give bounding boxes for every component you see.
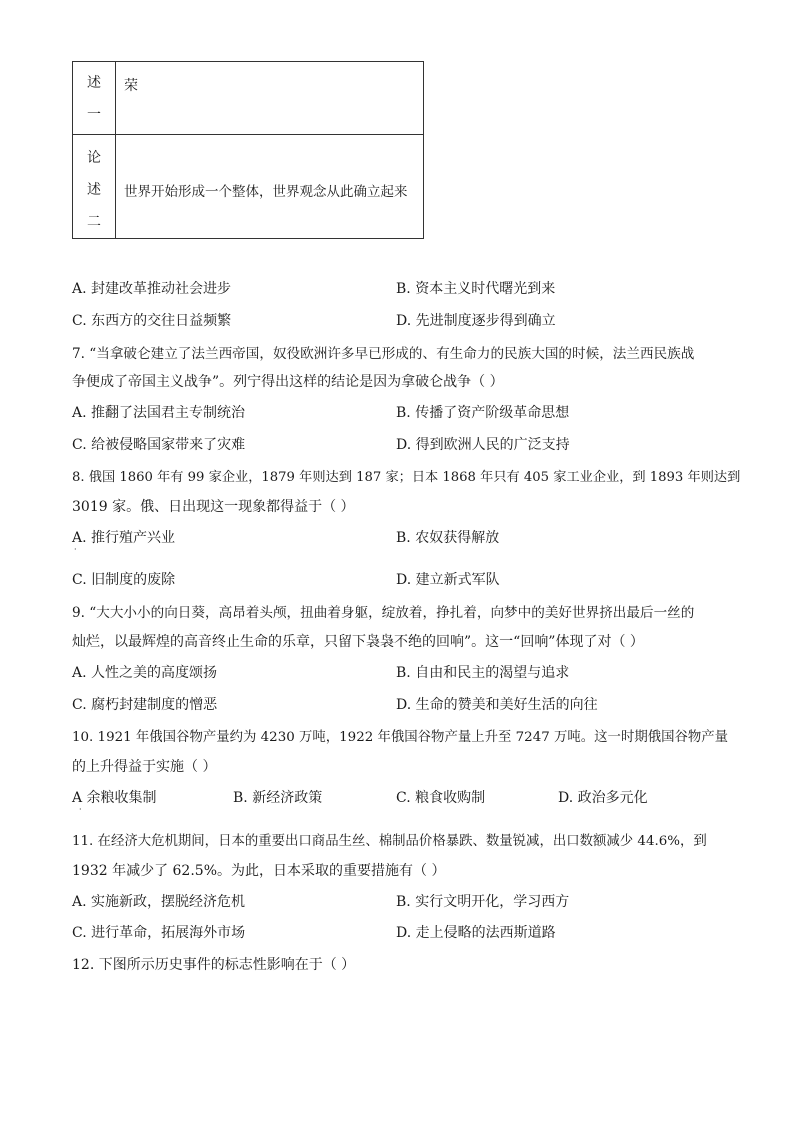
bullet-dot: · xyxy=(79,805,82,814)
row-label-char: 述 xyxy=(87,182,101,198)
q9-option-c[interactable]: C. 腐朽封建制度的憎恶 xyxy=(72,697,218,713)
q7-option-d[interactable]: D. 得到欧洲人民的广泛支持 xyxy=(396,437,570,453)
row-content: 世界开始形成一个整体，世界观念从此确立起来 xyxy=(124,184,408,200)
q12-stem-line1: 12. 下图所示历史事件的标志性影响在于（ ） xyxy=(72,957,356,973)
q9-option-b[interactable]: B. 自由和民主的渴望与追求 xyxy=(396,665,570,681)
q9-stem-line2: 灿烂，以最辉煌的高音终止生命的乐章，只留下袅袅不绝的回响”。这一“回响”体现了对（ ） xyxy=(72,634,644,650)
q11-option-c[interactable]: C. 进行革命，拓展海外市场 xyxy=(72,925,246,941)
q8-option-c[interactable]: C. 旧制度的废除 xyxy=(72,572,176,588)
q9-option-a[interactable]: A. 人性之美的高度颂扬 xyxy=(72,665,218,681)
q8-stem-line1: 8. 俄国 1860 年有 99 家企业，1879 年则达到 187 家；日本 1868 年只有 405 家工业企业，到 1893 年则达到 xyxy=(72,470,741,485)
q10-stem-line2: 的上升得益于实施（ ） xyxy=(72,759,217,775)
q7-option-c[interactable]: C. 给被侵略国家带来了灾难 xyxy=(72,437,246,453)
q7-stem-line2: 争便成了帝国主义战争”。列宁得出这样的结论是因为拿破仑战争（ ） xyxy=(72,374,504,390)
q9-option-d[interactable]: D. 生命的赞美和美好生活的向往 xyxy=(396,697,598,713)
q6-option-c[interactable]: C. 东西方的交往日益频繁 xyxy=(72,313,232,329)
q11-stem-line1: 11. 在经济大危机期间，日本的重要出口商品生丝、棉制品价格暴跌、数量锐减，出口数额减少 44.6%，到 xyxy=(72,834,707,849)
q8-stem-line2: 3019 家。俄、日出现这一现象都得益于（ ） xyxy=(72,499,355,515)
q8-option-b[interactable]: B. 农奴获得解放 xyxy=(396,530,500,546)
q11-option-a[interactable]: A. 实施新政，摆脱经济危机 xyxy=(72,894,246,910)
comparison-table xyxy=(72,61,424,239)
row-label-char: 述 xyxy=(87,75,101,91)
q6-option-d[interactable]: D. 先进制度逐步得到确立 xyxy=(396,313,556,329)
q10-option-c[interactable]: C. 粮食收购制 xyxy=(396,790,486,806)
q6-option-a[interactable]: A. 封建改革推动社会进步 xyxy=(72,281,232,297)
row-label-char: 二 xyxy=(87,214,101,230)
q8-option-a[interactable]: A. 推行殖产兴业 xyxy=(72,530,176,546)
q8-option-d[interactable]: D. 建立新式军队 xyxy=(396,572,500,588)
row-content: 荣 xyxy=(124,78,138,94)
bullet-dot: · xyxy=(74,545,77,554)
q10-option-b[interactable]: B. 新经济政策 xyxy=(233,790,323,806)
q11-option-d[interactable]: D. 走上侵略的法西斯道路 xyxy=(396,925,556,941)
q7-option-b[interactable]: B. 传播了资产阶级革命思想 xyxy=(396,405,570,421)
q10-stem-line1: 10. 1921 年俄国谷物产量约为 4230 万吨，1922 年俄国谷物产量上升至 7247 万吨。这一时期俄国谷物产量 xyxy=(72,730,729,745)
row-label-char: 一 xyxy=(87,107,101,123)
q10-option-a[interactable]: A 余粮收集制 xyxy=(72,790,157,806)
row-label-char: 论 xyxy=(87,150,101,166)
q9-stem-line1: 9. “大大小小的向日葵，高昂着头颅，扭曲着身躯，绽放着，挣扎着，向梦中的美好世界挤出最后一丝的 xyxy=(72,605,695,621)
q7-option-a[interactable]: A. 推翻了法国君主专制统治 xyxy=(72,405,246,421)
q10-option-d[interactable]: D. 政治多元化 xyxy=(558,790,648,806)
table-row xyxy=(73,62,423,135)
q6-option-b[interactable]: B. 资本主义时代曙光到来 xyxy=(396,281,556,297)
q11-option-b[interactable]: B. 实行文明开化，学习西方 xyxy=(396,894,570,910)
q7-stem-line1: 7. “当拿破仑建立了法兰西帝国，奴役欧洲许多早已形成的、有生命力的民族大国的时候，法兰西民族战 xyxy=(72,346,695,362)
table-row xyxy=(73,134,423,238)
q11-stem-line2: 1932 年减少了 62.5%。为此，日本采取的重要措施有（ ） xyxy=(72,863,446,879)
